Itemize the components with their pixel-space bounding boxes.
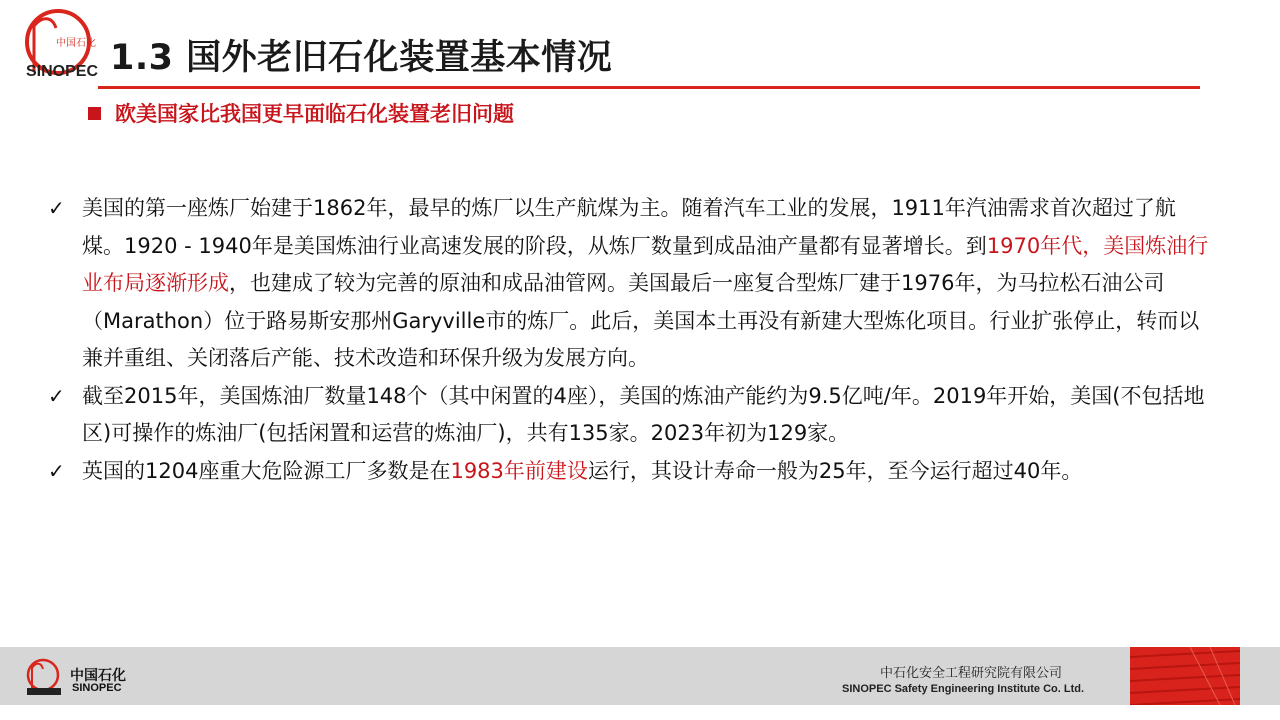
bullet-item [46, 378, 1216, 453]
content-body [46, 190, 1216, 490]
check-icon: ✓ [48, 383, 65, 408]
subtitle-row [88, 98, 514, 128]
svg-text:SINOPEC: SINOPEC [26, 63, 99, 80]
bullet-text: 英国的1204座重大危险源工厂多数是在 [82, 458, 451, 483]
bullet-item [46, 453, 1216, 491]
bullet-highlight: 1970年代，美国炼油行业布局逐渐形成 [82, 233, 1209, 295]
footer-brand-en: SINOPEC [72, 682, 122, 694]
sinopec-logo-icon [25, 657, 65, 697]
bullet-text: 运行，其设计寿命一般为25年，至今运行超过40年。 [587, 458, 1083, 483]
bullet-text: ，也建成了较为完善的原油和成品油管网。美国最后一座复合型炼厂建于1976年，为马拉松石油公司（Marathon）位于路易斯安那州Garyville市的炼厂。此后，美国本土再没有新建大型炼化项目。行业扩张停止，转而以兼并重组、关闭落后产能、技术改造和环保升级为发展方向。 [82, 271, 1200, 370]
page-title: 1.3 国外老旧石化装置基本情况 [110, 38, 613, 78]
bullet-text: 截至2015年，美国炼油厂数量148个（其中闲置的4座），美国的炼油产能约为9.5亿吨/年。2019年开始，美国(不包括地区)可操作的炼油厂(包括闲置和运营的炼油厂)，共有135家。2023年初为129家。 [82, 383, 1205, 445]
svg-text:中国石化: 中国石化 [56, 38, 96, 49]
bullet-highlight: 1983年前建设 [450, 458, 588, 483]
footer-brand-cn: 中国石化 [70, 668, 126, 684]
company-name-cn: 中石化安全工程研究院有限公司 [879, 666, 1062, 681]
subtitle: 欧美国家比我国更早面临石化装置老旧问题 [115, 102, 514, 126]
check-icon: ✓ [48, 196, 65, 220]
sinopec-logo-icon [22, 6, 102, 80]
footer-bar [0, 647, 1280, 705]
check-icon: ✓ [48, 458, 65, 483]
stripe-pattern-icon [1130, 647, 1240, 705]
company-name-en: SINOPEC Safety Engineering Institute Co. Ltd. [842, 683, 1085, 695]
bullet-item [46, 190, 1216, 378]
square-bullet-icon [88, 107, 101, 120]
bullet-text: 美国的第一座炼厂始建于1862年，最早的炼厂以生产航煤为主。随着汽车工业的发展，1911年汽油需求首次超过了航煤。1920 - 1940年是美国炼油行业高速发展的阶段，从炼厂数量到成品油产量都有显著增长。到 [82, 196, 1176, 258]
title-divider [98, 86, 1200, 89]
decorative-red-block [1130, 647, 1240, 705]
